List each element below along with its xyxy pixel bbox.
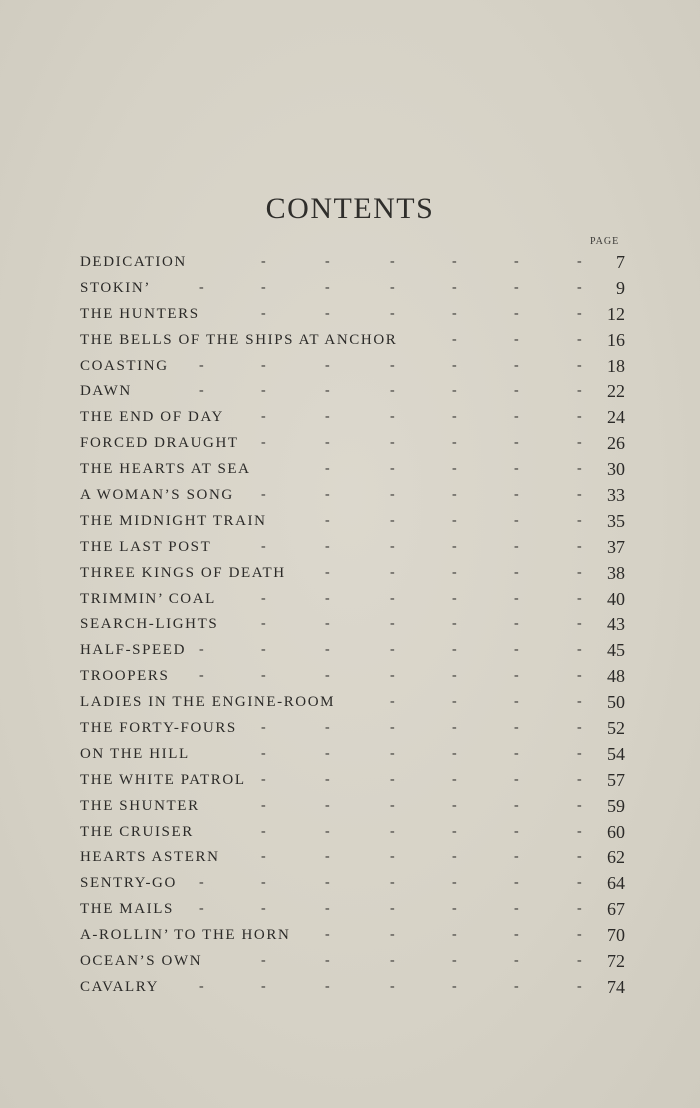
leader-dash: -	[514, 279, 519, 295]
page-title: CONTENTS	[265, 192, 435, 225]
toc-entry	[80, 638, 625, 664]
toc-entry	[80, 794, 625, 820]
leader-dash: -	[261, 383, 266, 399]
leader-dash: -	[261, 901, 266, 917]
leader-dash: -	[452, 461, 457, 477]
leader-dash: -	[390, 875, 395, 891]
toc-entry-title: THE MAILS	[80, 901, 174, 918]
leader-dash: -	[390, 538, 395, 554]
leader-dash: -	[577, 953, 582, 969]
toc-entry	[80, 716, 625, 742]
leader-dash: -	[577, 564, 582, 580]
toc-entry-title: STOKIN’	[80, 279, 151, 296]
toc-entry-page: 18	[607, 355, 625, 376]
leader-dash: -	[452, 254, 457, 269]
toc-entry-title: THE BELLS OF THE SHIPS AT ANCHOR	[80, 331, 398, 348]
leader-dash: -	[577, 771, 582, 787]
leader-dash: -	[452, 435, 457, 451]
leader-dash: -	[199, 642, 204, 658]
leader-dash: -	[199, 668, 204, 684]
leader-dash: -	[261, 978, 266, 994]
leader-dash: -	[452, 875, 457, 891]
leader-dash: -	[390, 823, 395, 839]
leader-dash: -	[577, 331, 582, 347]
leader-dash: -	[390, 978, 395, 994]
leader-dash: -	[325, 564, 330, 580]
leader-dash: -	[577, 642, 582, 658]
toc-entry-title: THE HEARTS AT SEA	[80, 461, 251, 478]
toc-entry	[80, 664, 625, 690]
leader-dash: -	[577, 254, 582, 269]
leader-dash: -	[577, 694, 582, 710]
leader-dash: -	[514, 720, 519, 736]
toc-entry-title: THE SHUNTER	[80, 797, 200, 814]
leader-dash: -	[452, 978, 457, 994]
leader-dash: -	[514, 564, 519, 580]
leader-dash: -	[452, 538, 457, 554]
leader-dash: -	[452, 720, 457, 736]
toc-entry	[80, 328, 625, 354]
toc-entry	[80, 405, 625, 431]
leader-dash: -	[452, 797, 457, 813]
toc-entry-page: 40	[607, 588, 625, 609]
toc-entry-title: HEARTS ASTERN	[80, 849, 220, 866]
toc-entry-title: THE FORTY-FOURS	[80, 720, 237, 737]
leader-dash: -	[514, 512, 519, 528]
leader-dash: -	[261, 357, 266, 373]
leader-dash: -	[514, 305, 519, 321]
leader-dash: -	[514, 694, 519, 710]
leader-dash: -	[514, 953, 519, 969]
leader-dash: -	[390, 720, 395, 736]
leader-dash: -	[325, 927, 330, 943]
toc-entry	[80, 949, 625, 975]
leader-dash: -	[325, 668, 330, 684]
leader-dash: -	[452, 823, 457, 839]
toc-entry-title: SEARCH-LIGHTS	[80, 616, 219, 633]
toc-entry-title: FORCED DRAUGHT	[80, 435, 239, 452]
leader-dash: -	[577, 875, 582, 891]
toc-entry	[80, 923, 625, 949]
toc-entry-page: 64	[607, 873, 625, 894]
leader-dash: -	[452, 279, 457, 295]
toc-entry-title: SENTRY-GO	[80, 875, 177, 892]
leader-dash: -	[325, 590, 330, 606]
leader-dash: -	[577, 927, 582, 943]
toc-entry	[80, 820, 625, 846]
toc-entry-title: THE WHITE PATROL	[80, 771, 246, 788]
leader-dash: -	[452, 901, 457, 917]
leader-dash: -	[452, 590, 457, 606]
leader-dash: -	[452, 487, 457, 503]
toc-entry-title: THE MIDNIGHT TRAIN	[80, 512, 267, 529]
leader-dash: -	[325, 461, 330, 477]
leader-dash: -	[261, 642, 266, 658]
leader-dash: -	[514, 357, 519, 373]
leader-dash: -	[577, 797, 582, 813]
leader-dash: -	[325, 771, 330, 787]
leader-dash: -	[577, 383, 582, 399]
leader-dash: -	[514, 331, 519, 347]
leader-dash: -	[577, 487, 582, 503]
leader-dash: -	[199, 901, 204, 917]
leader-dash: -	[390, 797, 395, 813]
leader-dash: -	[452, 305, 457, 321]
leader-dash: -	[261, 720, 266, 736]
leader-dash: -	[577, 720, 582, 736]
toc-entry	[80, 768, 625, 794]
toc-entry-page: 54	[607, 743, 625, 764]
toc-entry-page: 45	[607, 640, 625, 661]
leader-dash: -	[261, 668, 266, 684]
leader-dash: -	[390, 694, 395, 710]
leader-dash: -	[325, 409, 330, 425]
toc-entry	[80, 302, 625, 328]
leader-dash: -	[261, 823, 266, 839]
leader-dash: -	[390, 564, 395, 580]
leader-dash: -	[325, 875, 330, 891]
toc-entry-page: 50	[607, 692, 625, 713]
leader-dash: -	[390, 953, 395, 969]
leader-dash: -	[514, 745, 519, 761]
toc-entry-page: 26	[607, 433, 625, 454]
leader-dash: -	[577, 305, 582, 321]
toc-entry-title: THREE KINGS OF DEATH	[80, 564, 286, 581]
toc-entry-title: A-ROLLIN’ TO THE HORN	[80, 927, 291, 944]
leader-dash: -	[325, 616, 330, 632]
leader-dash: -	[577, 512, 582, 528]
leader-dash: -	[261, 279, 266, 295]
toc-entry-title: CAVALRY	[80, 978, 160, 995]
leader-dash: -	[390, 305, 395, 321]
leader-dash: -	[390, 745, 395, 761]
leader-dash: -	[390, 616, 395, 632]
toc-entry-page: 24	[607, 407, 625, 428]
leader-dash: -	[577, 357, 582, 373]
leader-dash: -	[390, 849, 395, 865]
toc-entry	[80, 975, 625, 1001]
leader-dash: -	[577, 538, 582, 554]
leader-dash: -	[577, 616, 582, 632]
toc-entry-title: THE END OF DAY	[80, 409, 224, 426]
toc-entry-page: 59	[607, 795, 625, 816]
toc-entry-page: 48	[607, 666, 625, 687]
toc-entry-page: 70	[607, 925, 625, 946]
toc-entry-page: 43	[607, 614, 625, 635]
leader-dash: -	[577, 849, 582, 865]
toc-entry	[80, 690, 625, 716]
toc-entry-page: 38	[607, 562, 625, 583]
toc-entry-page: 35	[607, 510, 625, 531]
leader-dash: -	[261, 590, 266, 606]
leader-dash: -	[390, 461, 395, 477]
leader-dash: -	[390, 512, 395, 528]
leader-dash: -	[261, 797, 266, 813]
toc-entry-title: DEDICATION	[80, 254, 187, 270]
toc-entry-title: LADIES IN THE ENGINE-ROOM	[80, 694, 336, 711]
leader-dash: -	[577, 823, 582, 839]
toc-entry	[80, 587, 625, 613]
leader-dash: -	[452, 642, 457, 658]
leader-dash: -	[577, 978, 582, 994]
leader-dash: -	[325, 305, 330, 321]
toc-entry	[80, 612, 625, 638]
leader-dash: -	[514, 642, 519, 658]
leader-dash: -	[452, 771, 457, 787]
toc-entry-title: OCEAN’S OWN	[80, 953, 203, 970]
leader-dash: -	[514, 668, 519, 684]
toc-entry	[80, 561, 625, 587]
leader-dash: -	[325, 849, 330, 865]
leader-dash: -	[261, 616, 266, 632]
leader-dash: -	[261, 305, 266, 321]
toc-entry	[80, 845, 625, 871]
leader-dash: -	[452, 383, 457, 399]
leader-dash: -	[514, 435, 519, 451]
leader-dash: -	[577, 745, 582, 761]
leader-dash: -	[390, 279, 395, 295]
leader-dash: -	[325, 512, 330, 528]
leader-dash: -	[199, 383, 204, 399]
toc-entry-page: 9	[616, 277, 625, 298]
leader-dash: -	[452, 927, 457, 943]
toc-entry-page: 74	[607, 976, 625, 997]
leader-dash: -	[452, 694, 457, 710]
leader-dash: -	[390, 383, 395, 399]
toc-entry-title: THE HUNTERS	[80, 305, 200, 322]
toc-entry-title: TRIMMIN’ COAL	[80, 590, 216, 607]
leader-dash: -	[390, 901, 395, 917]
leader-dash: -	[390, 590, 395, 606]
toc-entry	[80, 742, 625, 768]
leader-dash: -	[577, 590, 582, 606]
leader-dash: -	[390, 927, 395, 943]
toc-entry-title: HALF-SPEED	[80, 642, 187, 659]
leader-dash: -	[577, 279, 582, 295]
leader-dash: -	[452, 668, 457, 684]
leader-dash: -	[577, 435, 582, 451]
leader-dash: -	[577, 901, 582, 917]
leader-dash: -	[577, 461, 582, 477]
toc-entry	[80, 509, 625, 535]
toc-entry	[80, 897, 625, 923]
leader-dash: -	[514, 461, 519, 477]
toc-entry	[80, 250, 625, 276]
leader-dash: -	[452, 849, 457, 865]
leader-dash: -	[390, 409, 395, 425]
leader-dash: -	[452, 745, 457, 761]
leader-dash: -	[261, 487, 266, 503]
leader-dash: -	[325, 279, 330, 295]
leader-dash: -	[514, 383, 519, 399]
leader-dash: -	[514, 797, 519, 813]
leader-dash: -	[514, 849, 519, 865]
toc-entry	[80, 457, 625, 483]
leader-dash: -	[452, 953, 457, 969]
leader-dash: -	[261, 875, 266, 891]
leader-dash: -	[325, 254, 330, 269]
toc-entry	[80, 535, 625, 561]
leader-dash: -	[390, 487, 395, 503]
leader-dash: -	[452, 616, 457, 632]
leader-dash: -	[514, 978, 519, 994]
leader-dash: -	[325, 538, 330, 554]
leader-dash: -	[325, 823, 330, 839]
leader-dash: -	[199, 978, 204, 994]
leader-dash: -	[325, 797, 330, 813]
leader-dash: -	[325, 642, 330, 658]
leader-dash: -	[514, 590, 519, 606]
leader-dash: -	[577, 409, 582, 425]
leader-dash: -	[390, 642, 395, 658]
toc-entry-page: 60	[607, 821, 625, 842]
leader-dash: -	[261, 409, 266, 425]
leader-dash: -	[325, 901, 330, 917]
leader-dash: -	[514, 487, 519, 503]
toc-entry	[80, 379, 625, 405]
leader-dash: -	[261, 538, 266, 554]
toc-entry-page: 7	[616, 252, 625, 272]
toc-entry-title: THE LAST POST	[80, 538, 212, 555]
leader-dash: -	[261, 771, 266, 787]
leader-dash: -	[452, 409, 457, 425]
leader-dash: -	[199, 357, 204, 373]
toc-entry-page: 37	[607, 536, 625, 557]
toc-entry-page: 57	[607, 769, 625, 790]
toc-entry-title: THE CRUISER	[80, 823, 194, 840]
leader-dash: -	[514, 901, 519, 917]
leader-dash: -	[325, 435, 330, 451]
leader-dash: -	[390, 668, 395, 684]
leader-dash: -	[452, 357, 457, 373]
toc-entry	[80, 871, 625, 897]
toc-entry-title: ON THE HILL	[80, 745, 190, 762]
leader-dash: -	[325, 978, 330, 994]
leader-dash: -	[325, 745, 330, 761]
leader-dash: -	[514, 875, 519, 891]
toc-entry-page: 62	[607, 847, 625, 868]
leader-dash: -	[261, 435, 266, 451]
toc-entry-page: 30	[607, 459, 625, 480]
leader-dash: -	[514, 254, 519, 269]
toc-entry	[80, 483, 625, 509]
toc-entry-title: TROOPERS	[80, 668, 170, 685]
leader-dash: -	[514, 823, 519, 839]
leader-dash: -	[514, 927, 519, 943]
leader-dash: -	[261, 849, 266, 865]
leader-dash: -	[390, 357, 395, 373]
toc-entry-page: 52	[607, 718, 625, 739]
toc-entry-page: 16	[607, 329, 625, 350]
toc-entry-page: 33	[607, 485, 625, 506]
leader-dash: -	[261, 953, 266, 969]
leader-dash: -	[325, 953, 330, 969]
toc-entry-title: COASTING	[80, 357, 169, 374]
leader-dash: -	[514, 771, 519, 787]
toc-entry	[80, 431, 625, 457]
leader-dash: -	[325, 487, 330, 503]
leader-dash: -	[261, 254, 266, 269]
toc-entry-page: 72	[607, 951, 625, 972]
toc-entry-title: A WOMAN’S SONG	[80, 487, 234, 504]
leader-dash: -	[514, 409, 519, 425]
leader-dash: -	[390, 435, 395, 451]
leader-dash: -	[325, 383, 330, 399]
leader-dash: -	[390, 254, 395, 269]
leader-dash: -	[199, 875, 204, 891]
toc-entry	[80, 276, 625, 302]
leader-dash: -	[390, 771, 395, 787]
toc-entry-page: 22	[607, 381, 625, 402]
leader-dash: -	[261, 745, 266, 761]
toc-entry-title: DAWN	[80, 383, 132, 400]
table-of-contents	[80, 250, 625, 1001]
leader-dash: -	[514, 538, 519, 554]
leader-dash: -	[452, 512, 457, 528]
leader-dash: -	[514, 616, 519, 632]
toc-entry	[80, 354, 625, 380]
leader-dash: -	[199, 279, 204, 295]
leader-dash: -	[325, 357, 330, 373]
leader-dash: -	[325, 720, 330, 736]
leader-dash: -	[452, 564, 457, 580]
toc-entry-page: 67	[607, 899, 625, 920]
toc-entry-page: 12	[607, 303, 625, 324]
leader-dash: -	[577, 668, 582, 684]
leader-dash: -	[452, 331, 457, 347]
page-column-label: PAGE	[590, 236, 620, 247]
